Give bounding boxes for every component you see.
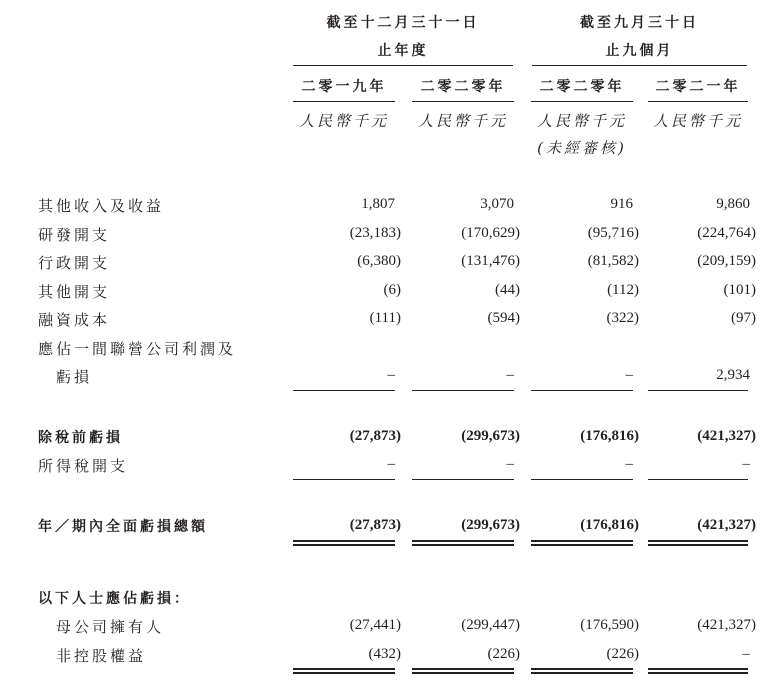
tax-line-3 — [531, 479, 633, 480]
row-label-attributable-to: 以下人士應佔虧損： — [38, 591, 191, 607]
value-other-exp-9m2021: (101) — [723, 282, 756, 298]
value-other-exp-2020: (44) — [495, 282, 520, 298]
col1-year-underline — [293, 101, 395, 102]
value-total-loss-2020: (299,673) — [461, 517, 520, 533]
value-parent-9m2020: (176,590) — [580, 617, 639, 633]
value-other-exp-9m2020: (112) — [607, 282, 639, 298]
total-double-line-2 — [412, 540, 514, 546]
value-rd-9m2021: (224,764) — [697, 225, 756, 241]
tax-line-2 — [412, 479, 514, 480]
value-parent-9m2021: (421,327) — [697, 617, 756, 633]
tax-line-1 — [293, 479, 395, 480]
col1-unit: 人民幣千元 — [298, 112, 389, 130]
value-rd-2020: (170,629) — [461, 225, 520, 241]
col1-year: 二零一九年 — [301, 79, 387, 95]
value-admin-9m2021: (209,159) — [697, 253, 756, 269]
row-label-associate-share-line2: 虧損 — [56, 368, 93, 386]
value-finance-2020: (594) — [487, 310, 520, 326]
value-tax-9m2020: – — [625, 456, 633, 472]
row-label-parent-owners: 母公司擁有人 — [56, 618, 165, 636]
value-nci-2020: (226) — [487, 646, 520, 662]
group2-title-line2: 止九個月 — [605, 43, 674, 59]
row-label-other-expenses: 其他開支 — [38, 283, 111, 301]
value-other-income-2019: 1,807 — [361, 196, 395, 212]
value-loss-before-tax-2019: (27,873) — [349, 428, 401, 444]
group2-underline — [532, 65, 747, 66]
col2-year-underline — [412, 101, 514, 102]
col4-year-underline — [648, 101, 748, 102]
value-loss-before-tax-9m2020: (176,816) — [580, 428, 639, 444]
group1-title-line2: 止年度 — [377, 43, 429, 59]
attrib-double-line-1 — [293, 668, 395, 674]
row-label-total-comprehensive-loss: 年／期內全面虧損總額 — [38, 519, 208, 535]
value-associate-9m2020: – — [625, 367, 633, 383]
subtotal-line-1 — [293, 390, 395, 391]
group2-title-line1: 截至九月三十日 — [580, 15, 699, 31]
row-label-income-tax: 所得稅開支 — [38, 457, 129, 475]
col4-year: 二零二一年 — [655, 79, 741, 95]
value-nci-9m2021: – — [742, 646, 750, 662]
value-associate-2020: – — [506, 367, 514, 383]
value-other-income-2020: 3,070 — [480, 196, 514, 212]
value-rd-9m2020: (95,716) — [587, 225, 639, 241]
row-label-non-controlling: 非控股權益 — [56, 647, 147, 665]
value-total-loss-2019: (27,873) — [349, 517, 401, 533]
value-associate-2019: – — [387, 367, 395, 383]
value-finance-9m2021: (97) — [731, 310, 756, 326]
col3-unaudited-note: (未經審核) — [537, 139, 627, 157]
subtotal-line-4 — [648, 390, 748, 391]
value-finance-9m2020: (322) — [606, 310, 639, 326]
value-total-loss-9m2020: (176,816) — [580, 517, 639, 533]
col2-year: 二零二零年 — [420, 79, 506, 95]
row-label-associate-share: 應佔一間聯營公司利潤及 — [38, 340, 237, 358]
attrib-double-line-4 — [648, 668, 748, 674]
value-parent-2020: (299,447) — [461, 617, 520, 633]
col3-year: 二零二零年 — [539, 79, 625, 95]
group1-title-line1: 截至十二月三十一日 — [326, 15, 480, 31]
value-nci-2019: (432) — [368, 646, 401, 662]
total-double-line-1 — [293, 540, 395, 546]
value-admin-2019: (6,380) — [357, 253, 401, 269]
row-label-loss-before-tax: 除稅前虧損 — [38, 430, 123, 446]
value-parent-2019: (27,441) — [349, 617, 401, 633]
row-label-admin-expenses: 行政開支 — [38, 254, 111, 272]
value-finance-2019: (111) — [369, 310, 401, 326]
value-admin-9m2020: (81,582) — [587, 253, 639, 269]
value-nci-9m2020: (226) — [606, 646, 639, 662]
tax-line-4 — [648, 479, 748, 480]
total-double-line-4 — [648, 540, 748, 546]
value-other-income-9m2021: 9,860 — [716, 196, 750, 212]
attrib-double-line-3 — [531, 668, 633, 674]
subtotal-line-3 — [531, 390, 633, 391]
value-tax-2019: – — [387, 456, 395, 472]
attrib-double-line-2 — [412, 668, 514, 674]
value-loss-before-tax-9m2021: (421,327) — [697, 428, 756, 444]
col3-year-underline — [531, 101, 633, 102]
value-tax-2020: – — [506, 456, 514, 472]
subtotal-line-2 — [412, 390, 514, 391]
total-double-line-3 — [531, 540, 633, 546]
value-other-exp-2019: (6) — [383, 282, 401, 298]
row-label-other-income: 其他收入及收益 — [38, 197, 165, 215]
col3-unit: 人民幣千元 — [536, 112, 627, 130]
value-admin-2020: (131,476) — [461, 253, 520, 269]
group1-underline — [293, 65, 513, 66]
row-label-finance-costs: 融資成本 — [38, 311, 111, 329]
col4-unit: 人民幣千元 — [652, 112, 743, 130]
value-loss-before-tax-2020: (299,673) — [461, 428, 520, 444]
value-associate-9m2021: 2,934 — [716, 367, 750, 383]
value-total-loss-9m2021: (421,327) — [697, 517, 756, 533]
row-label-rd-expenses: 研發開支 — [38, 226, 111, 244]
value-other-income-9m2020: 916 — [610, 196, 633, 212]
value-rd-2019: (23,183) — [349, 225, 401, 241]
value-tax-9m2021: – — [742, 456, 750, 472]
col2-unit: 人民幣千元 — [417, 112, 508, 130]
